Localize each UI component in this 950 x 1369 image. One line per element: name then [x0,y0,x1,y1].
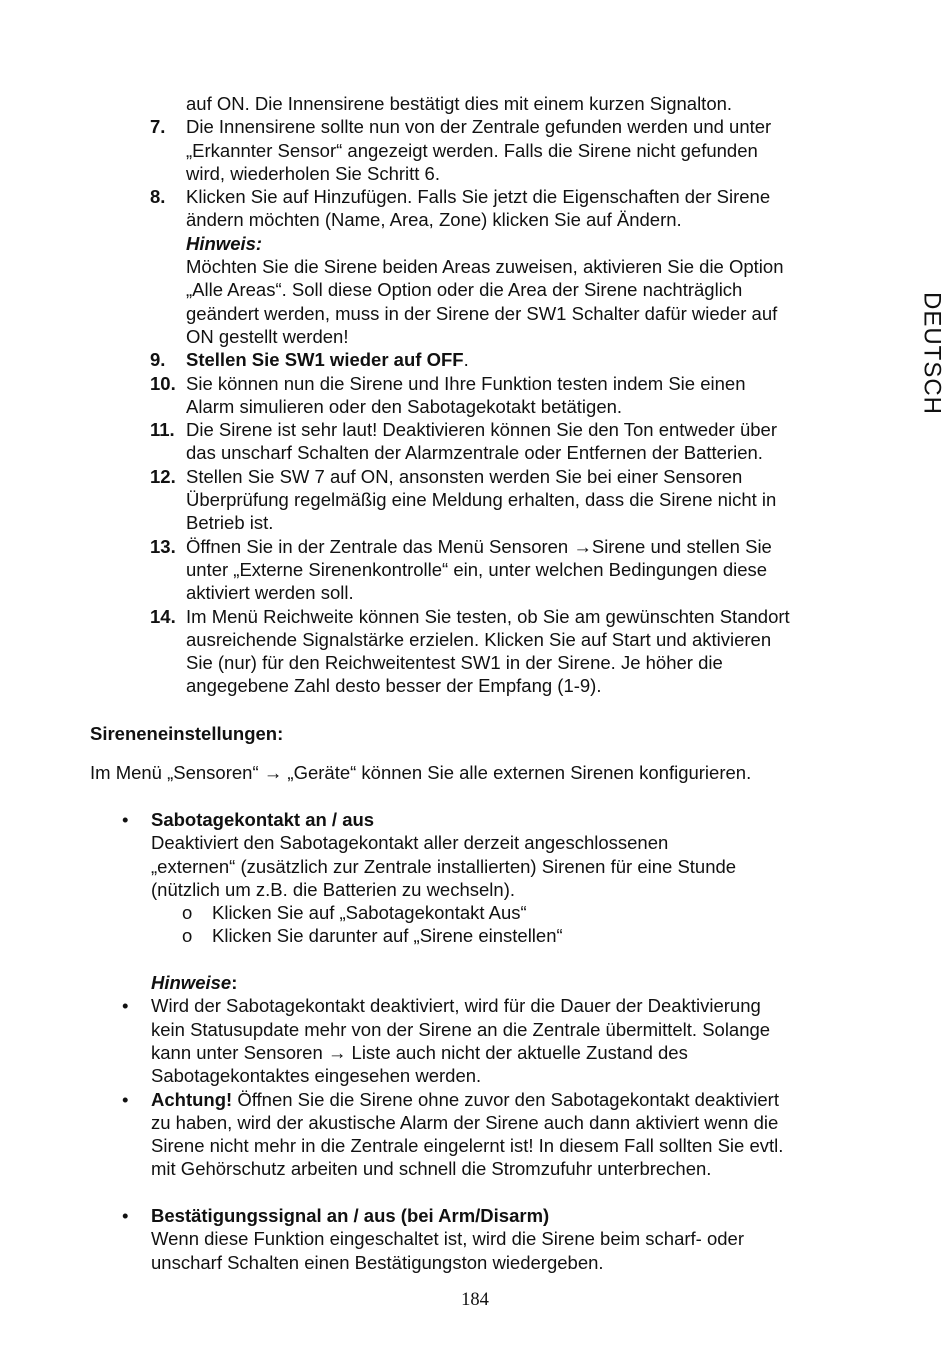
sub-item [115,901,855,924]
step-number: 7. [150,116,166,138]
text-line: Sirene nicht mehr in die Zentrale eingelernt ist! In diesem Fall sollten Sie evtl. [151,1135,784,1157]
step-10 [150,372,860,419]
sub-bullet-icon: o [182,925,193,947]
text-line: kann unter Sensoren → Liste auch nicht der aktuelle Zustand des [151,1041,688,1063]
warning-label: Achtung! [151,1088,233,1110]
text-line: Alarm simulieren oder den Sabotagekotakt betätigen. [186,395,623,417]
step-13 [150,535,860,605]
section-heading: Sireneneinstellungen: [90,723,284,744]
spacer [115,1181,855,1204]
text-line: mit Gehörschutz arbeiten und schnell die Stromzufuhr unterbrechen. [151,1158,712,1180]
step-number: 13. [150,535,176,557]
text-line: Sie (nur) für den Reichweitentest SW1 in der Sirene. Je höher die [186,652,723,674]
text-line: Öffnen Sie in der Zentrale das Menü Sensoren →Sirene und stellen Sie [186,535,772,557]
text-line: Möchten Sie die Sirene beiden Areas zuweisen, aktivieren Sie die Option [186,256,784,278]
text-line: kein Statusupdate mehr von der Sirene an die Zentrale übermittelt. Solange [151,1018,771,1040]
step-9 [150,348,860,371]
notes-heading [115,971,855,994]
text-line: ausreichende Signalstärke erzielen. Klicken Sie auf Start und aktivieren [186,628,772,650]
step-number: 11. [150,419,175,441]
step-12 [150,465,860,535]
step-number: 9. [150,349,166,371]
text-line: Deaktiviert den Sabotagekontakt aller derzeit angeschlossenen [151,832,669,854]
spacer [115,948,855,971]
warning-text: Öffnen Sie die Sirene ohne zuvor den Sabotagekontakt deaktiviert [232,1088,779,1110]
text-line: Die Sirene ist sehr laut! Deaktivieren können Sie den Ton entweder über [186,419,777,441]
sub-bullet-icon: o [182,902,193,924]
text-line: auf ON. Die Innensirene bestätigt dies mit einem kurzen Signalton. [186,93,733,114]
bullet-icon: • [122,1205,129,1227]
text-line: Überprüfung regelmäßig eine Meldung erhalten, dass die Sirene nicht in [186,489,777,511]
text-line: Klicken Sie darunter auf „Sirene einstellen“ [212,925,563,947]
text-line: Wenn diese Funktion eingeschaltet ist, wird die Sirene beim scharf- oder [151,1228,744,1250]
confirmation-signal-item [115,1204,855,1274]
text-line: unscharf Schalten einen Bestätigungston wiedergeben. [151,1251,604,1273]
text-line: unter „Externe Sirenenkontrolle“ ein, unter welchen Bedingungen diese [186,558,768,580]
item-title: Sabotagekontakt an / aus [151,809,375,830]
tamper-contact-item [115,808,855,901]
step-list [150,92,860,698]
bullet-icon: • [122,809,129,830]
step-6-continued [150,92,860,115]
text-line: (nützlich um z.B. die Batterien zu wechseln). [151,878,515,900]
text-line: Klicken Sie auf „Sabotagekontakt Aus“ [212,902,527,924]
text-line: angegebene Zahl desto besser der Empfang (1-9). [186,675,602,697]
bold-text: Stellen Sie SW1 wieder auf OFF [186,349,464,371]
step-number: 14. [150,605,176,627]
text-line: Sabotagekontaktes eingesehen werden. [151,1065,482,1087]
bullet-icon: • [122,995,129,1017]
text-line: ON gestellt werden! [186,325,349,347]
text-line: zu haben, wird der akustische Alarm der Sirene auch dann aktiviert wenn die [151,1111,779,1133]
text-line: aktiviert werden soll. [186,582,354,604]
step-11 [150,418,860,465]
note-item [115,994,855,1087]
text-line: ändern möchten (Name, Area, Zone) klicken Sie auf Ändern. [186,209,682,231]
notes-colon: : [231,972,238,994]
text-line: Im Menü Reichweite können Sie testen, ob Sie am gewünschten Standort [186,605,790,627]
text-line: „externen“ (zusätzlich zur Zentrale installierten) Sirenen für eine Stunde [151,855,737,877]
step-8 [150,185,860,348]
page-number: 184 [461,1290,489,1310]
step-number: 10. [150,372,176,394]
step-number: 12. [150,465,176,487]
sub-item [115,924,855,947]
text-line: Wird der Sabotagekontakt deaktiviert, wird für die Dauer der Deaktivierung [151,995,761,1017]
text-line [186,348,860,371]
text-line: das unscharf Schalten der Alarmzentrale oder Entfernen der Batterien. [186,442,763,464]
step-number: 8. [150,186,166,208]
text-line: Die Innensirene sollte nun von der Zentrale gefunden werden und unter [186,116,772,138]
notes-label: Hinweise [151,972,232,994]
text-line: Klicken Sie auf Hinzufügen. Falls Sie jetzt die Eigenschaften der Sirene [186,186,771,208]
step-7 [150,115,860,185]
text-line: Sie können nun die Sirene und Ihre Funktion testen indem Sie einen [186,372,746,394]
step-14 [150,605,860,698]
text-line: „Erkannter Sensor“ angezeigt werden. Falls die Sirene nicht gefunden [186,139,758,161]
note-item [115,1088,855,1181]
text-line: „Alle Areas“. Soll diese Option oder die Area der Sirene nachträglich [186,279,743,301]
text-line: Stellen Sie SW 7 auf ON, ansonsten werden Sie bei einer Sensoren [186,465,743,487]
text-line: Betrieb ist. [186,512,274,534]
settings-list [115,808,855,1274]
text-line: wird, wiederholen Sie Schritt 6. [186,162,440,184]
section-intro: Im Menü „Sensoren“ → „Geräte“ können Sie alle externen Sirenen konfigurieren. [90,762,752,783]
bullet-icon: • [122,1088,129,1110]
note-label: Hinweis: [186,232,263,254]
text-line [151,1088,855,1111]
period: . [463,349,469,371]
item-title: Bestätigungssignal an / aus (bei Arm/Disarm) [151,1205,550,1227]
language-tab: DEUTSCH [918,292,946,416]
text-line: geändert werden, muss in der Sirene der SW1 Schalter dafür wieder auf [186,302,778,324]
